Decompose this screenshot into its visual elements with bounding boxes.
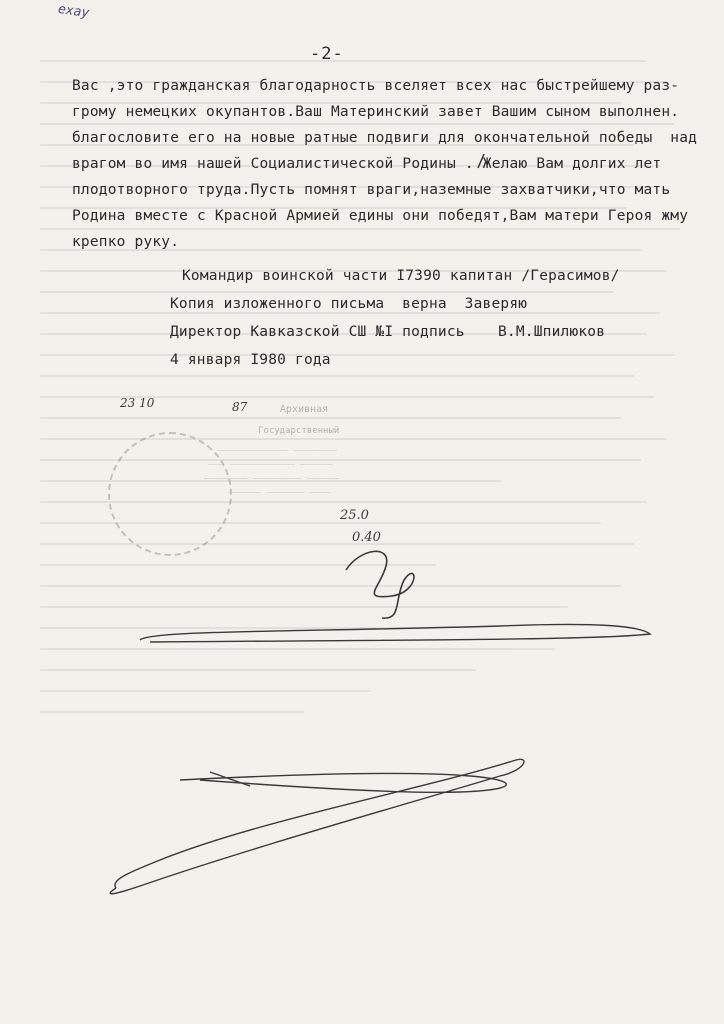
handwritten-number-2: 0.40	[352, 530, 381, 545]
letter-line-4: врагом во имя нашей Социалистической Родины . Желаю Вам долгих лет	[72, 156, 662, 172]
director-name: В.М.Шпилюков	[498, 324, 606, 340]
letter-line-1: Вас ,это гражданская благодарность вселяет всех нас быстрейшему раз-	[72, 78, 680, 94]
director-label: Директор Кавказской СШ №I подпись	[170, 324, 465, 340]
bracket-mark	[478, 154, 484, 168]
handwritten-number-1: 25.0	[340, 508, 369, 523]
stamp-archive-label: Архивная	[280, 404, 329, 415]
corner-note: ехау	[57, 1, 91, 22]
letter-line-7: крепко руку.	[72, 234, 180, 250]
archive-stamp: Архивная Государственный _____________ ________ ___ ____________ ______ ________ _________ ______ ______ _______ ____	[108, 392, 398, 592]
letter-line-2: грому немецких окупантов.Ваш Материнский завет Вашим сыном выполнен.	[72, 104, 680, 120]
copy-certification-line: Копия изложенного письма верна Заверяю	[170, 296, 528, 312]
paraph-signature	[346, 551, 414, 618]
underline-stroke-1	[140, 624, 650, 642]
commander-signature-line: Командир воинской части I7390 капитан /Герасимов/	[182, 268, 620, 284]
page-number: -2-	[310, 44, 344, 64]
letter-line-3: благословите его на новые ратные подвиги для окончательной победы над	[72, 130, 698, 146]
letter-line-6: Родина вместе с Красной Армией едины они победят,Вам матери Героя жму	[72, 208, 689, 224]
handwritten-year: 87	[232, 400, 248, 414]
handwritten-date: 23 10	[120, 396, 155, 410]
diagonal-cancel-stroke	[110, 759, 524, 893]
date-line: 4 января I980 года	[170, 352, 331, 368]
letter-line-5: плодотворного труда.Пусть помнят враги,наземные захватчики,что мать	[72, 182, 671, 198]
stamp-state-label: Государственный	[258, 426, 340, 436]
